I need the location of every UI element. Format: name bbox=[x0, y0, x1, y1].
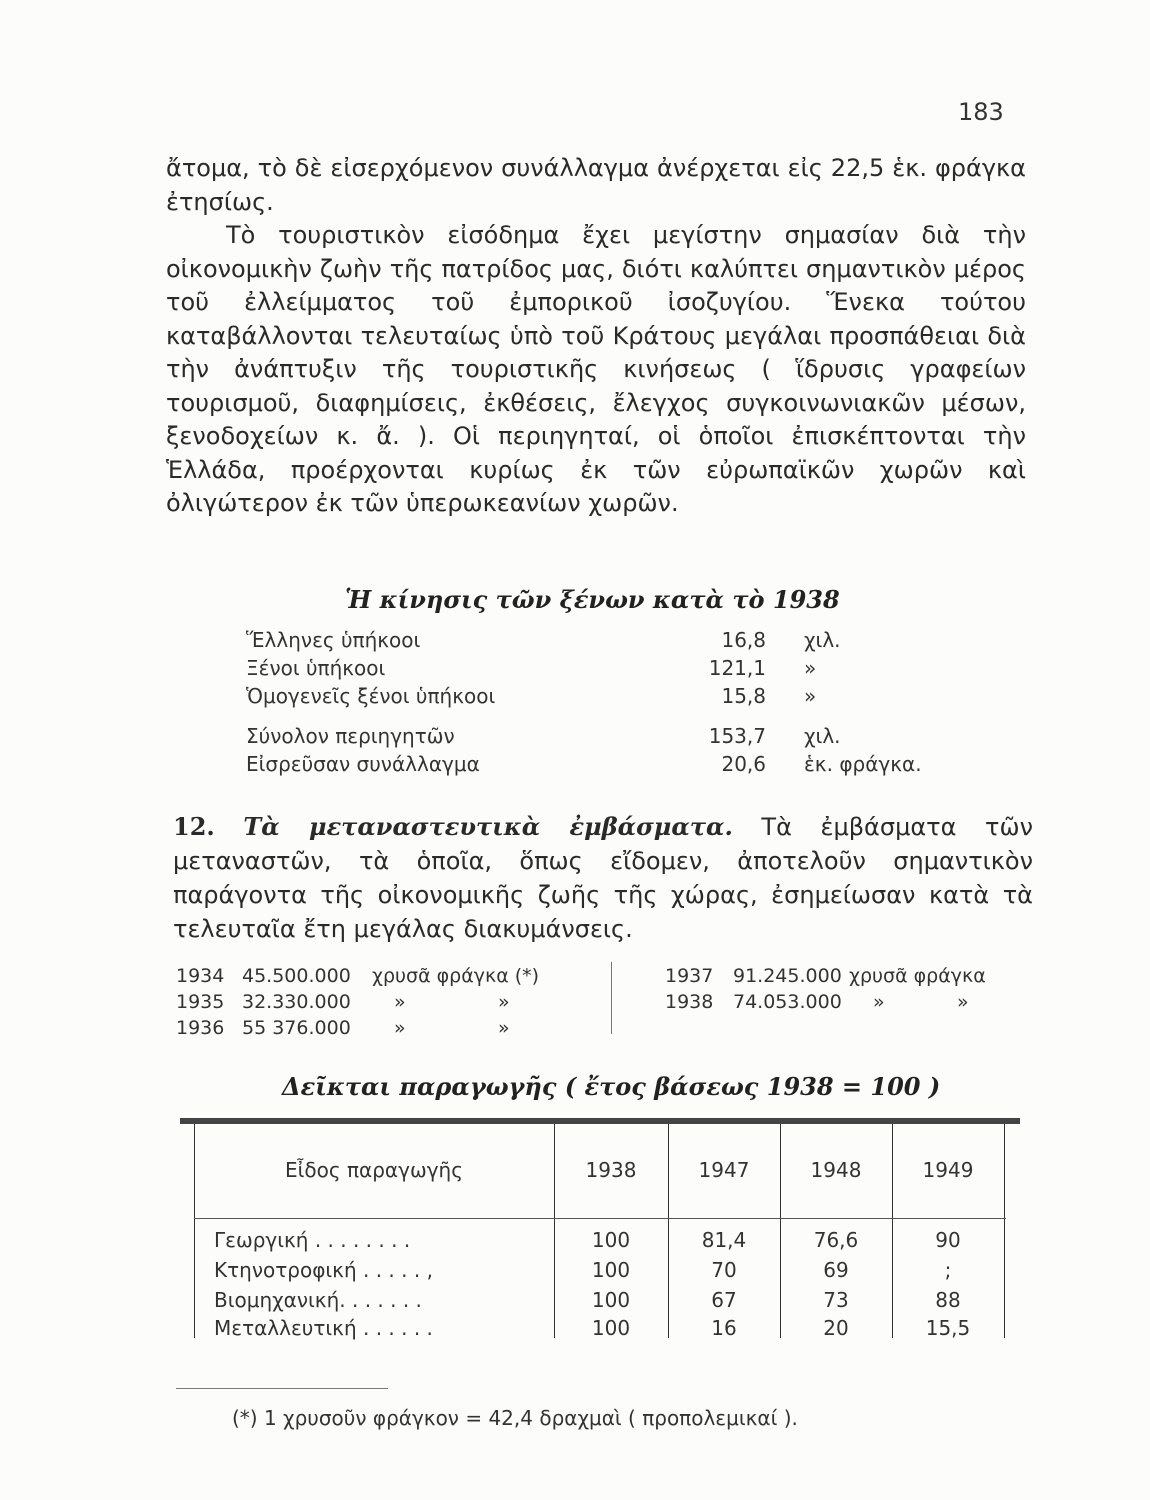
unit: χρυσᾶ φράγκα bbox=[849, 965, 986, 987]
row-value: 153,7 bbox=[708, 724, 766, 748]
table-row bbox=[246, 684, 966, 712]
row-unit: χιλ. bbox=[804, 724, 841, 748]
year: 1934 bbox=[176, 965, 225, 987]
table-cell: 100 bbox=[591, 1288, 631, 1312]
column-header: 1947 bbox=[698, 1158, 750, 1182]
table-cell: 70 bbox=[711, 1258, 737, 1282]
amount: 91.245.000 bbox=[733, 965, 842, 987]
table-border bbox=[1004, 1124, 1005, 1338]
section-title: Τὰ μεταναστευτικὰ ἐμβάσματα. bbox=[243, 812, 733, 841]
total-row bbox=[246, 752, 966, 780]
intro-line: ἄτομα, τὸ δὲ εἰσερχόμενον συνάλλαγμα ἀνέρχεται εἰς 22,5 ἑκ. φράγκα ἐτησίως. bbox=[166, 154, 1026, 216]
table-cell: 90 bbox=[935, 1228, 961, 1252]
table-cell: 100 bbox=[591, 1228, 631, 1252]
column-header: Εἶδος παραγωγῆς bbox=[285, 1158, 463, 1182]
row-unit: » bbox=[804, 656, 817, 680]
row-label: Σύνολον περιηγητῶν bbox=[246, 724, 455, 748]
row-label: Κτηνοτροφική . . . . . , bbox=[214, 1258, 433, 1282]
row-unit: χιλ. bbox=[804, 628, 841, 652]
unit: » bbox=[394, 991, 406, 1013]
table-cell: 81,4 bbox=[701, 1228, 747, 1252]
footnote: (*) 1 χρυσοῦν φράγκον = 42,4 δραχμαὶ ( προπολεμικαί ). bbox=[232, 1406, 798, 1430]
table-cell: 73 bbox=[823, 1288, 849, 1312]
row-value: 121,1 bbox=[708, 656, 766, 680]
row-unit: ἑκ. φράγκα. bbox=[804, 752, 922, 776]
total-row bbox=[246, 724, 966, 752]
footnote-rule bbox=[176, 1388, 388, 1389]
table-cell: 100 bbox=[591, 1316, 631, 1340]
year: 1938 bbox=[665, 991, 714, 1013]
row-label: Βιομηχανική. . . . . . . bbox=[214, 1288, 422, 1312]
table-top-rule bbox=[180, 1118, 1020, 1124]
table-cell: 67 bbox=[711, 1288, 737, 1312]
unit: χρυσᾶ φράγκα (*) bbox=[372, 965, 540, 987]
year: 1935 bbox=[176, 991, 225, 1013]
column-header: 1949 bbox=[922, 1158, 974, 1182]
page-number: 183 bbox=[958, 98, 1004, 126]
row-label: Μεταλλευτική . . . . . . bbox=[214, 1316, 433, 1340]
table-cell: 88 bbox=[935, 1288, 961, 1312]
table-cell: ; bbox=[944, 1258, 952, 1282]
table-cell: 100 bbox=[591, 1258, 631, 1282]
row-value: 16,8 bbox=[721, 628, 766, 652]
column-divider bbox=[611, 962, 612, 1034]
table-border bbox=[194, 1124, 195, 1338]
row-label: Ὁμογενεῖς ξένοι ὑπήκοοι bbox=[246, 684, 496, 708]
production-table bbox=[180, 1118, 1020, 1343]
table-cell: 16 bbox=[711, 1316, 737, 1340]
row-unit: » bbox=[804, 684, 817, 708]
amount: 32.330.000 bbox=[242, 991, 351, 1013]
section-number: 12. bbox=[173, 812, 215, 841]
unit: » bbox=[394, 1017, 406, 1039]
ditto: » bbox=[957, 991, 969, 1013]
table-cell: 69 bbox=[823, 1258, 849, 1282]
header-rule bbox=[194, 1218, 1006, 1219]
section-12 bbox=[173, 810, 1033, 946]
unit: » bbox=[873, 991, 885, 1013]
row-label: Εἰσρεῦσαν συνάλλαγμα bbox=[246, 752, 480, 776]
table-row bbox=[246, 628, 966, 656]
year: 1936 bbox=[176, 1017, 225, 1039]
tourism-table bbox=[246, 628, 966, 780]
table-cell: 76,6 bbox=[813, 1228, 859, 1252]
intro-paragraph: Τὸ τουριστικὸν εἰσόδημα ἔχει μεγίστην σημασίαν διὰ τὴν οἰκονομικὴν ζωὴν τῆς πατρίδος μας, διότι καλύπτει σημαντικὸν μέρος τοῦ ἐλλείμματος τοῦ ἐμπορικοῦ ἰσοζυγίου. Ἕνεκα τούτου καταβάλλονται τελευταίως ὑπὸ τοῦ Κράτους μεγάλαι προσπάθειαι διὰ τὴν ἀνάπτυξιν τῆς τουριστικῆς κινήσεως ( ἵδρυσις γραφείων τουρισμοῦ, διαφημίσεις, ἐκθέσεις, ἔλεγχος συγκοινωνιακῶν μέσων, ξενοδοχείων κ. ἄ. ). Οἱ περιηγηταί, οἱ ὁποῖοι ἐπισκέπτονται τὴν Ἑλλάδα, προέρχονται κυρίως ἐκ τῶν εὐρωπαϊκῶν χωρῶν καὶ ὀλιγώτερον ἐκ τῶν ὑπερωκεανίων χωρῶν. bbox=[166, 221, 1026, 517]
section-text: Τὰ ἐμβάσματα τῶν μεταναστῶν, τὰ ὁποῖα, ὅπως εἴδομεν, ἀποτελοῦν σημαντικὸν παράγοντα τῆς οἰκονομικῆς ζωῆς τῆς χώρας, ἐσημείωσαν κατὰ τὰ τελευταῖα ἔτη μεγάλας διακυμάνσεις. bbox=[173, 813, 1033, 943]
ditto: » bbox=[498, 991, 510, 1013]
column-header: 1948 bbox=[810, 1158, 862, 1182]
row-value: 15,8 bbox=[721, 684, 766, 708]
table-cell: 15,5 bbox=[925, 1316, 971, 1340]
tourism-table-title: Ἡ κίνησις τῶν ξένων κατὰ τὸ 1938 bbox=[345, 585, 840, 614]
amount: 74.053.000 bbox=[733, 991, 842, 1013]
row-label: Ξένοι ὑπήκοοι bbox=[246, 656, 386, 680]
row-label: Γεωργική . . . . . . . . bbox=[214, 1228, 411, 1252]
row-label: Ἕλληνες ὑπήκοοι bbox=[246, 628, 421, 652]
amount: 45.500.000 bbox=[242, 965, 351, 987]
column-header: 1938 bbox=[585, 1158, 637, 1182]
row-value: 20,6 bbox=[721, 752, 766, 776]
table-cell: 20 bbox=[823, 1316, 849, 1340]
table-row bbox=[246, 656, 966, 684]
ditto: » bbox=[498, 1017, 510, 1039]
production-table-title: Δεῖκται παραγωγῆς ( ἔτος βάσεως 1938 = 100 ) bbox=[282, 1072, 941, 1101]
year: 1937 bbox=[665, 965, 714, 987]
intro-text bbox=[166, 152, 1026, 521]
amount: 55 376.000 bbox=[242, 1017, 351, 1039]
